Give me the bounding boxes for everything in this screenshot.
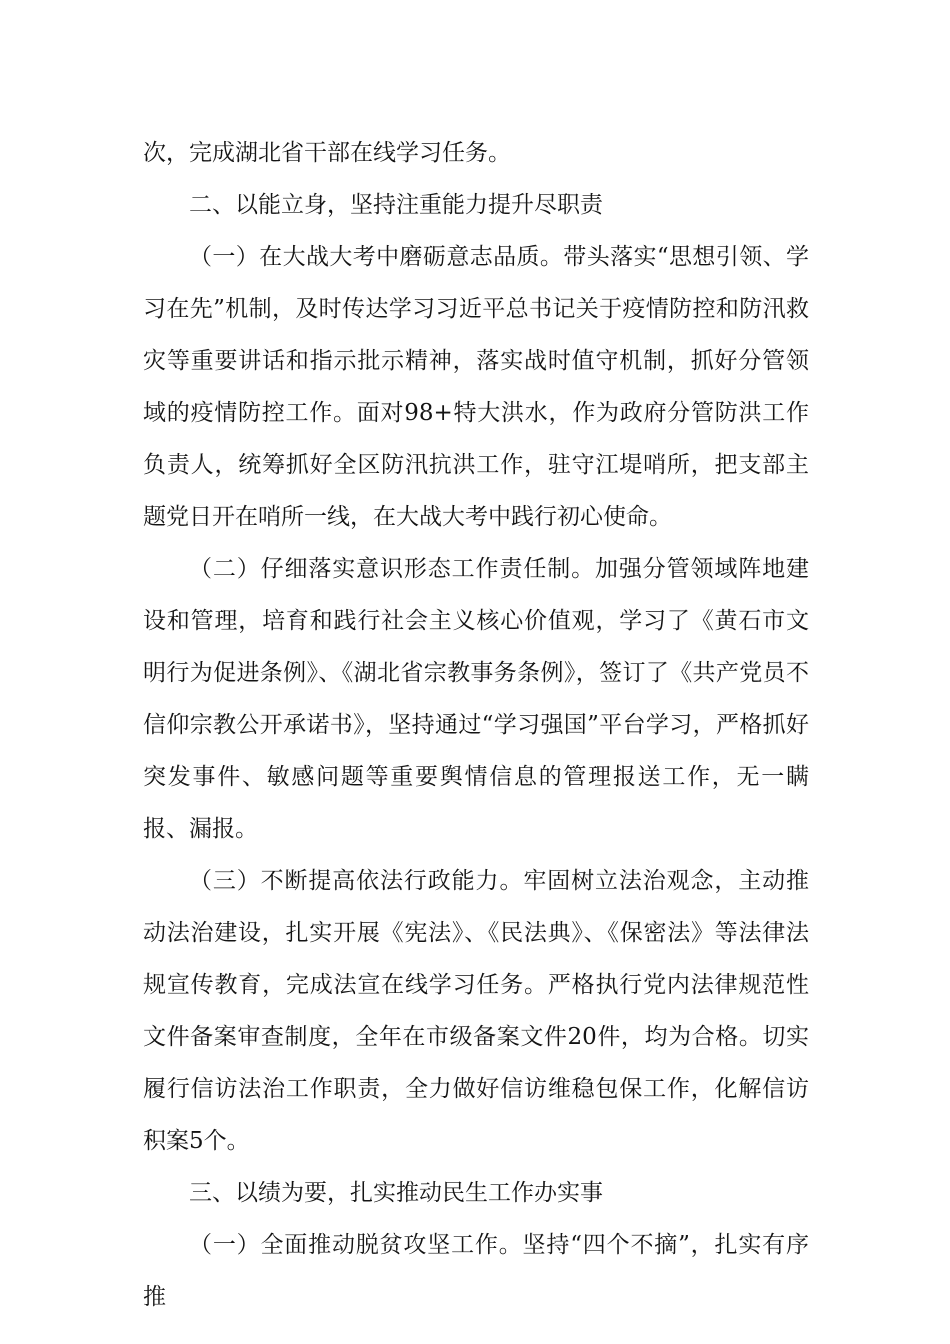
paragraph-2-2: （二）仔细落实意识形态工作责任制。加强分管领域阵地建设和管理，培育和践行社会主义核心价值观，学习了《黄石市文明行为促进条例》、《湖北省宗教事务条例》，签订了《共产党员不信仰宗教公开承诺书》，坚持通过“学习强国”平台学习，严格抓好突发事件、敏感问题等重要舆情信息的管理报送工作，无一瞒报、漏报。 [143, 556, 809, 842]
paragraph-2-3: （三）不断提高依法行政能力。牢固树立法治观念，主动推动法治建设，扎实开展《宪法》、《民法典》、《保密法》等法律法规宣传教育，完成法宣在线学习任务。严格执行党内法律规范性文件备案审查制度，全年在市级备案文件20件，均为合格。切实履行信访法治工作职责，全力做好信访维稳包保工作，化解信访积案5个。 [143, 868, 809, 1154]
paragraph-2-1: （一）在大战大考中磨砺意志品质。带头落实“思想引领、学习在先”机制，及时传达学习习近平总书记关于疫情防控和防汛救灾等重要讲话和指示批示精神，落实战时值守机制，抓好分管领域的疫情防控工作。面对98+特大洪水，作为政府分管防洪工作负责人，统筹抓好全区防汛抗洪工作，驻守江堤哨所，把支部主题党日开在哨所一线，在大战大考中践行初心使命。 [143, 244, 809, 530]
paragraph-continuation: 次，完成湖北省干部在线学习任务。 [143, 140, 511, 166]
paragraph-3-1: （一）全面推动脱贫攻坚工作。坚持“四个不摘”，扎实有序推 [143, 1232, 809, 1310]
section-heading-3: 三、以绩为要，扎实推动民生工作办实事 [189, 1180, 603, 1206]
document-body [143, 127, 809, 1323]
section-heading-2: 二、以能立身，坚持注重能力提升尽职责 [189, 192, 603, 218]
